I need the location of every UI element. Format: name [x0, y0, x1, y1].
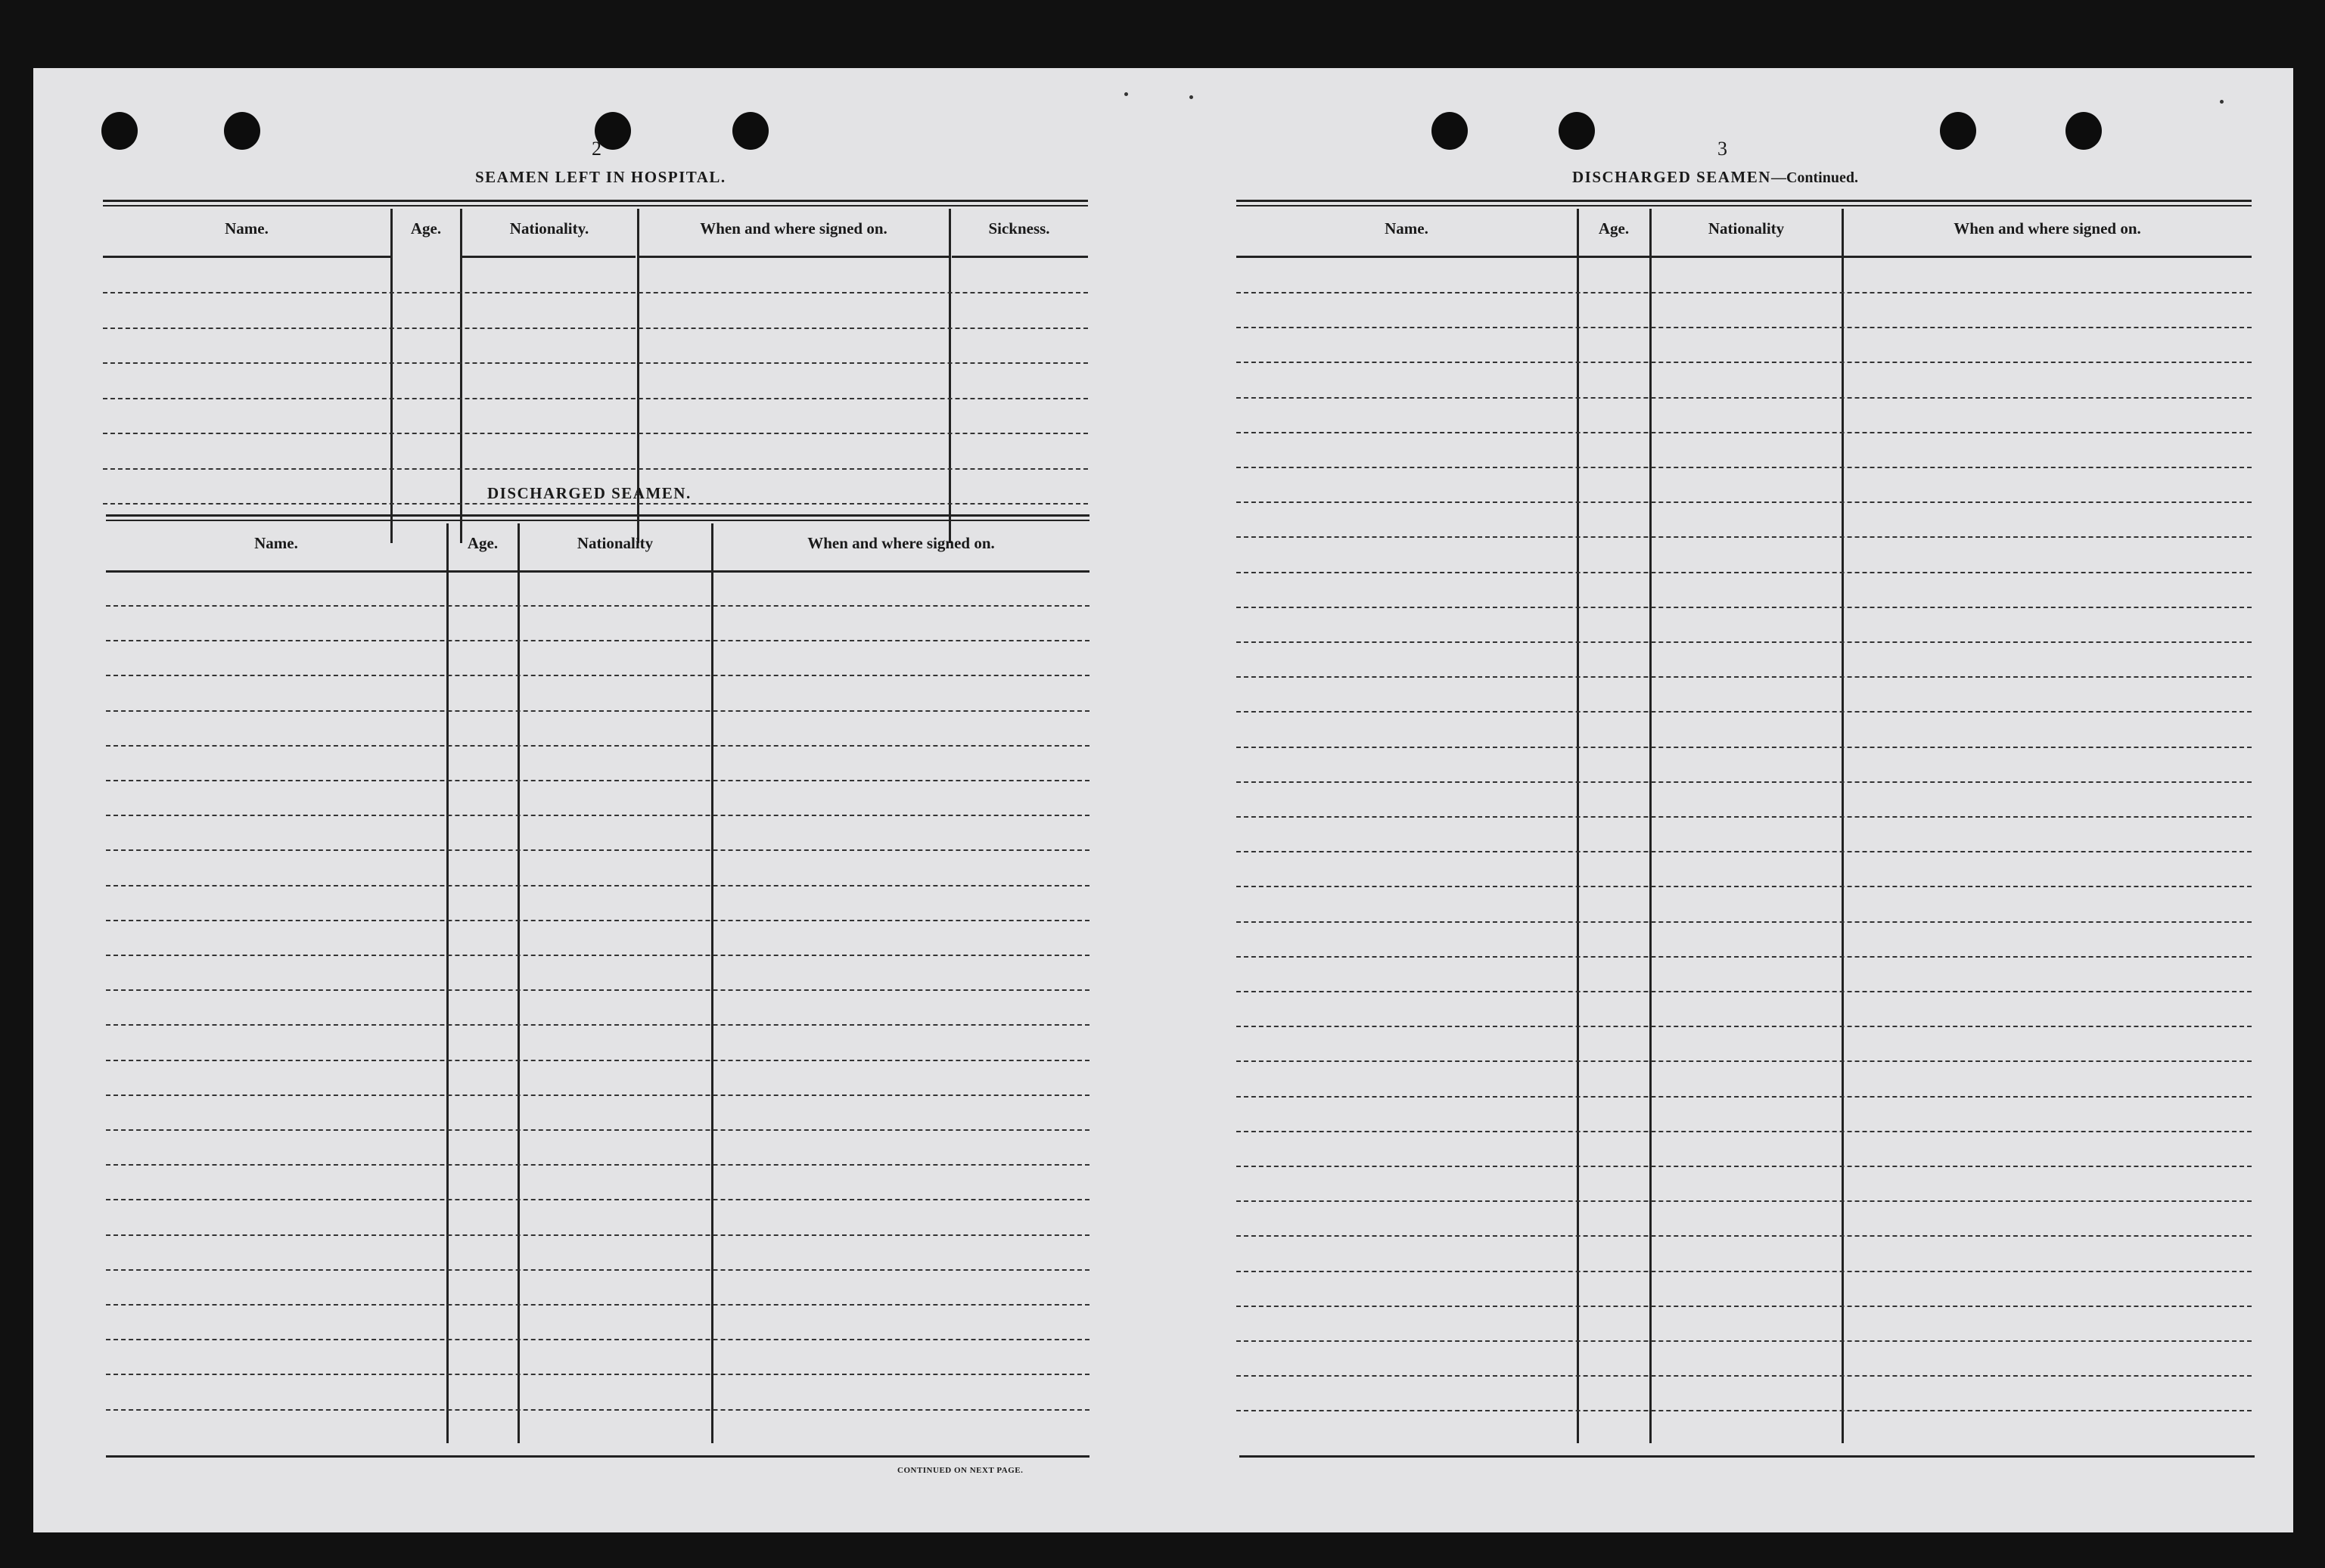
ruled-row-line: [106, 1339, 1089, 1340]
punch-hole-icon: [1559, 112, 1595, 150]
column-divider: [949, 209, 951, 543]
ruled-row-line: [103, 503, 1088, 505]
hospital-subheader-rule: [103, 256, 390, 258]
ruled-row-line: [1236, 1235, 2252, 1237]
punch-hole-icon: [2065, 112, 2102, 150]
ruled-row-line: [1236, 397, 2252, 399]
ruled-row-line: [106, 1304, 1089, 1306]
ruled-row-line: [106, 920, 1089, 921]
ruled-row-line: [1236, 1096, 2252, 1098]
ruled-row-line: [1236, 1166, 2252, 1167]
ruled-row-line: [1236, 921, 2252, 923]
discharged-section-title: DISCHARGED SEAMEN.: [487, 484, 692, 502]
ruled-row-line: [1236, 1271, 2252, 1272]
ruled-row-line: [106, 1374, 1089, 1375]
ruled-row-line: [106, 1199, 1089, 1200]
ruled-row-line: [106, 675, 1089, 676]
ruled-row-line: [106, 1094, 1089, 1096]
discharged-subheader-rule: [106, 570, 1089, 573]
hospital-section-title: SEAMEN LEFT IN HOSPITAL.: [475, 168, 726, 186]
ruled-row-line: [1236, 747, 2252, 748]
ruled-row-line: [106, 710, 1089, 712]
ruled-row-line: [106, 1269, 1089, 1271]
ruled-row-line: [1236, 781, 2252, 783]
ruled-row-line: [1236, 1200, 2252, 1202]
column-divider: [1842, 209, 1844, 1443]
column-header-sickness: Sickness.: [988, 219, 1050, 238]
ruled-row-line: [106, 780, 1089, 781]
ruled-row-line: [1236, 1060, 2252, 1062]
document-sheet: [33, 68, 2293, 1532]
ruled-row-line: [1236, 467, 2252, 468]
column-header-age: Age.: [1598, 219, 1630, 238]
paper-speck: [2220, 100, 2224, 104]
ruled-row-line: [1236, 536, 2252, 538]
ruled-row-line: [106, 605, 1089, 607]
ruled-row-line: [1236, 432, 2252, 433]
paper-speck: [1124, 92, 1128, 96]
column-header-nationality: Nationality.: [509, 219, 589, 238]
ruled-row-line: [106, 1234, 1089, 1236]
ruled-row-line: [1236, 572, 2252, 573]
ruled-row-line: [106, 885, 1089, 886]
section-title-suffix: —Continued.: [1770, 169, 1858, 186]
continued-footer: CONTINUED ON NEXT PAGE.: [897, 1466, 1024, 1475]
ruled-row-line: [106, 815, 1089, 816]
ruled-row-line: [103, 328, 1088, 329]
column-divider: [460, 209, 462, 543]
continued-section-title: [1572, 168, 1858, 187]
hospital-subheader-rule: [462, 256, 636, 258]
ruled-row-line: [106, 1060, 1089, 1061]
ruled-row-line: [1236, 711, 2252, 713]
column-header-nationality: Nationality: [577, 534, 654, 552]
column-header-name: Name.: [225, 219, 269, 238]
column-header-signed-on: When and where signed on.: [700, 219, 887, 238]
ruled-row-line: [1236, 362, 2252, 363]
hospital-subheader-rule: [639, 256, 949, 258]
ruled-row-line: [1236, 816, 2252, 818]
ruled-row-line: [1236, 327, 2252, 328]
column-header-age: Age.: [410, 219, 442, 238]
column-divider: [1577, 209, 1579, 1443]
ruled-row-line: [1236, 956, 2252, 958]
column-header-signed-on: When and where signed on.: [1954, 219, 2141, 238]
ruled-row-line: [106, 955, 1089, 956]
ruled-row-line: [1236, 1306, 2252, 1307]
discharged-header-rule: [106, 514, 1089, 521]
column-header-name: Name.: [1385, 219, 1428, 238]
ruled-row-line: [1236, 991, 2252, 992]
continued-header-rule: [1236, 200, 2252, 206]
punch-hole-icon: [224, 112, 260, 150]
ruled-row-line: [1236, 676, 2252, 678]
ruled-row-line: [106, 640, 1089, 641]
column-divider: [1649, 209, 1652, 1443]
ruled-row-line: [1236, 1375, 2252, 1377]
punch-hole-icon: [101, 112, 138, 150]
discharged-bottom-rule: [106, 1455, 1089, 1458]
ruled-row-line: [1236, 886, 2252, 887]
ruled-row-line: [1236, 501, 2252, 503]
ruled-row-line: [1236, 1026, 2252, 1027]
ruled-row-line: [1236, 1131, 2252, 1132]
continued-subheader-rule: [1236, 256, 2252, 258]
column-header-age: Age.: [467, 534, 499, 552]
column-header-name: Name.: [254, 534, 298, 552]
ruled-row-line: [103, 292, 1088, 293]
continued-bottom-rule: [1239, 1455, 2255, 1458]
punch-hole-icon: [1940, 112, 1976, 150]
ruled-row-line: [106, 849, 1089, 851]
ruled-row-line: [1236, 641, 2252, 643]
punch-hole-icon: [732, 112, 769, 150]
column-divider: [390, 209, 393, 543]
ruled-row-line: [1236, 1340, 2252, 1342]
page-number: 3: [1717, 138, 1727, 160]
column-header-signed-on: When and where signed on.: [807, 534, 995, 552]
hospital-subheader-rule: [952, 256, 1088, 258]
ruled-row-line: [106, 1409, 1089, 1411]
section-title-text: DISCHARGED SEAMEN: [1572, 168, 1771, 186]
ruled-row-line: [106, 745, 1089, 747]
ruled-row-line: [106, 989, 1089, 991]
ruled-row-line: [103, 362, 1088, 364]
hospital-header-rule: [103, 200, 1088, 206]
ruled-row-line: [103, 468, 1088, 470]
paper-speck: [1189, 95, 1193, 99]
ruled-row-line: [106, 1024, 1089, 1026]
ruled-row-line: [1236, 607, 2252, 608]
ruled-row-line: [1236, 1410, 2252, 1411]
ruled-row-line: [1236, 851, 2252, 852]
punch-hole-icon: [1431, 112, 1468, 150]
page-number: 2: [592, 138, 601, 160]
column-header-nationality: Nationality: [1708, 219, 1785, 238]
ruled-row-line: [106, 1164, 1089, 1166]
ruled-row-line: [1236, 292, 2252, 293]
ruled-row-line: [103, 433, 1088, 434]
ruled-row-line: [106, 1129, 1089, 1131]
ruled-row-line: [103, 398, 1088, 399]
